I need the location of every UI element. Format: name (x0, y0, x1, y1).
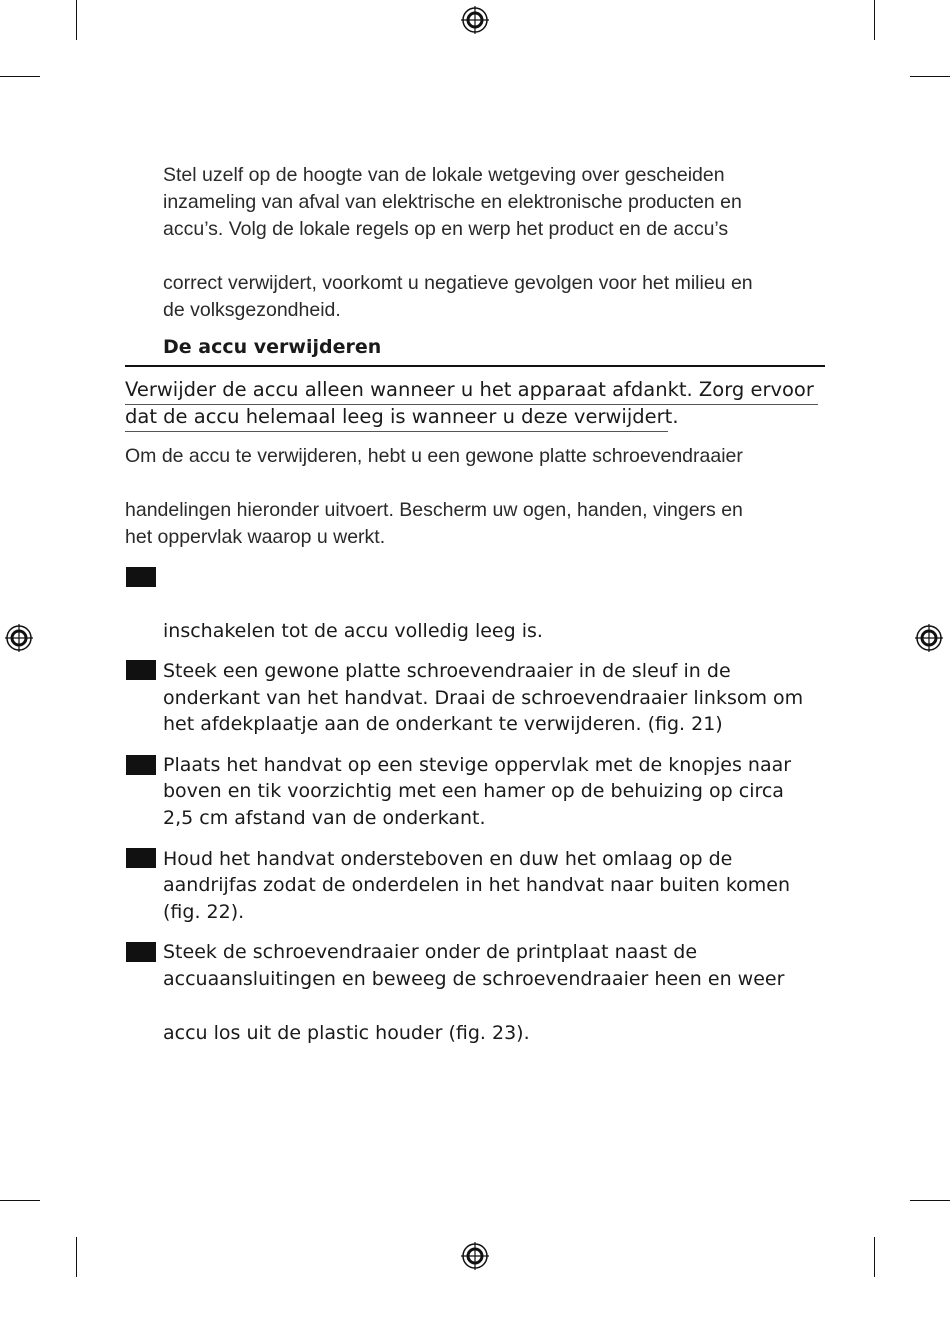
step-line: het afdekplaatje aan de onderkant te verwijderen. (fig. 21) (163, 713, 723, 735)
registration-mark-icon (460, 5, 490, 35)
registration-mark-icon (460, 1241, 490, 1271)
step-line: Houd het handvat ondersteboven en duw het omlaag op de (163, 848, 733, 870)
intro-line: de volksgezondheid. (163, 299, 341, 321)
paragraph-line: Om de accu te verwijderen, hebt u een gewone platte schroevendraaier (125, 445, 743, 467)
crop-mark-top-left-horizontal (0, 76, 40, 77)
step-bullet-icon (126, 848, 156, 868)
warning-line: Verwijder de accu alleen wanneer u het apparaat afdankt. Zorg ervoor (125, 378, 814, 401)
step-line: inschakelen tot de accu volledig leeg is. (163, 620, 543, 642)
section-heading: De accu verwijderen (163, 336, 382, 358)
paragraph-line: het oppervlak waarop u werkt. (125, 526, 386, 548)
step-bullet-icon (126, 942, 156, 962)
warning-underline (125, 431, 668, 432)
paragraph-line: handelingen hieronder uitvoert. Bescherm uw ogen, handen, vingers en (125, 499, 743, 521)
intro-line: inzameling van afval van elektrische en elektronische producten en (163, 191, 742, 213)
intro-line: accu’s. Volg de lokale regels op en werp het product en de accu’s (163, 218, 729, 240)
step-bullet-icon (126, 755, 156, 775)
step-line: Plaats het handvat op een stevige oppervlak met de knopjes naar (163, 754, 792, 776)
crop-mark-bottom-left-horizontal (0, 1200, 40, 1201)
registration-mark-icon (914, 623, 944, 653)
crop-mark-bottom-left-vertical (76, 1237, 77, 1277)
crop-mark-top-left-vertical (76, 0, 77, 40)
intro-line: correct verwijdert, voorkomt u negatieve gevolgen voor het milieu en (163, 272, 753, 294)
crop-mark-top-right-horizontal (910, 76, 950, 77)
step-line: onderkant van het handvat. Draai de schroevendraaier linksom om (163, 687, 804, 709)
step-bullet-icon (126, 567, 156, 587)
step-bullet-icon (126, 660, 156, 680)
crop-mark-bottom-right-vertical (874, 1237, 875, 1277)
warning-line (125, 403, 679, 430)
warning-line-end: . (672, 405, 679, 428)
registration-mark-icon (4, 623, 34, 653)
step-line: accu los uit de plastic houder (fig. 23). (163, 1022, 530, 1044)
step-line: 2,5 cm afstand van de onderkant. (163, 807, 486, 829)
step-line: boven en tik voorzichtig met een hamer op de behuizing op circa (163, 780, 784, 802)
step-line: aandrijfas zodat de onderdelen in het handvat naar buiten komen (163, 874, 791, 896)
crop-mark-bottom-right-horizontal (910, 1200, 950, 1201)
step-line: (fig. 22). (163, 901, 245, 923)
intro-line: Stel uzelf op de hoogte van de lokale wetgeving over gescheiden (163, 164, 725, 186)
warning-line-text: dat de accu helemaal leeg is wanneer u deze verwijdert (125, 405, 673, 428)
heading-underline (125, 365, 825, 367)
step-line: Steek de schroevendraaier onder de printplaat naast de (163, 941, 698, 963)
step-line: accuaansluitingen en beweeg de schroevendraaier heen en weer (163, 968, 785, 990)
step-line: Steek een gewone platte schroevendraaier in de sleuf in de (163, 660, 731, 682)
crop-mark-top-right-vertical (874, 0, 875, 40)
